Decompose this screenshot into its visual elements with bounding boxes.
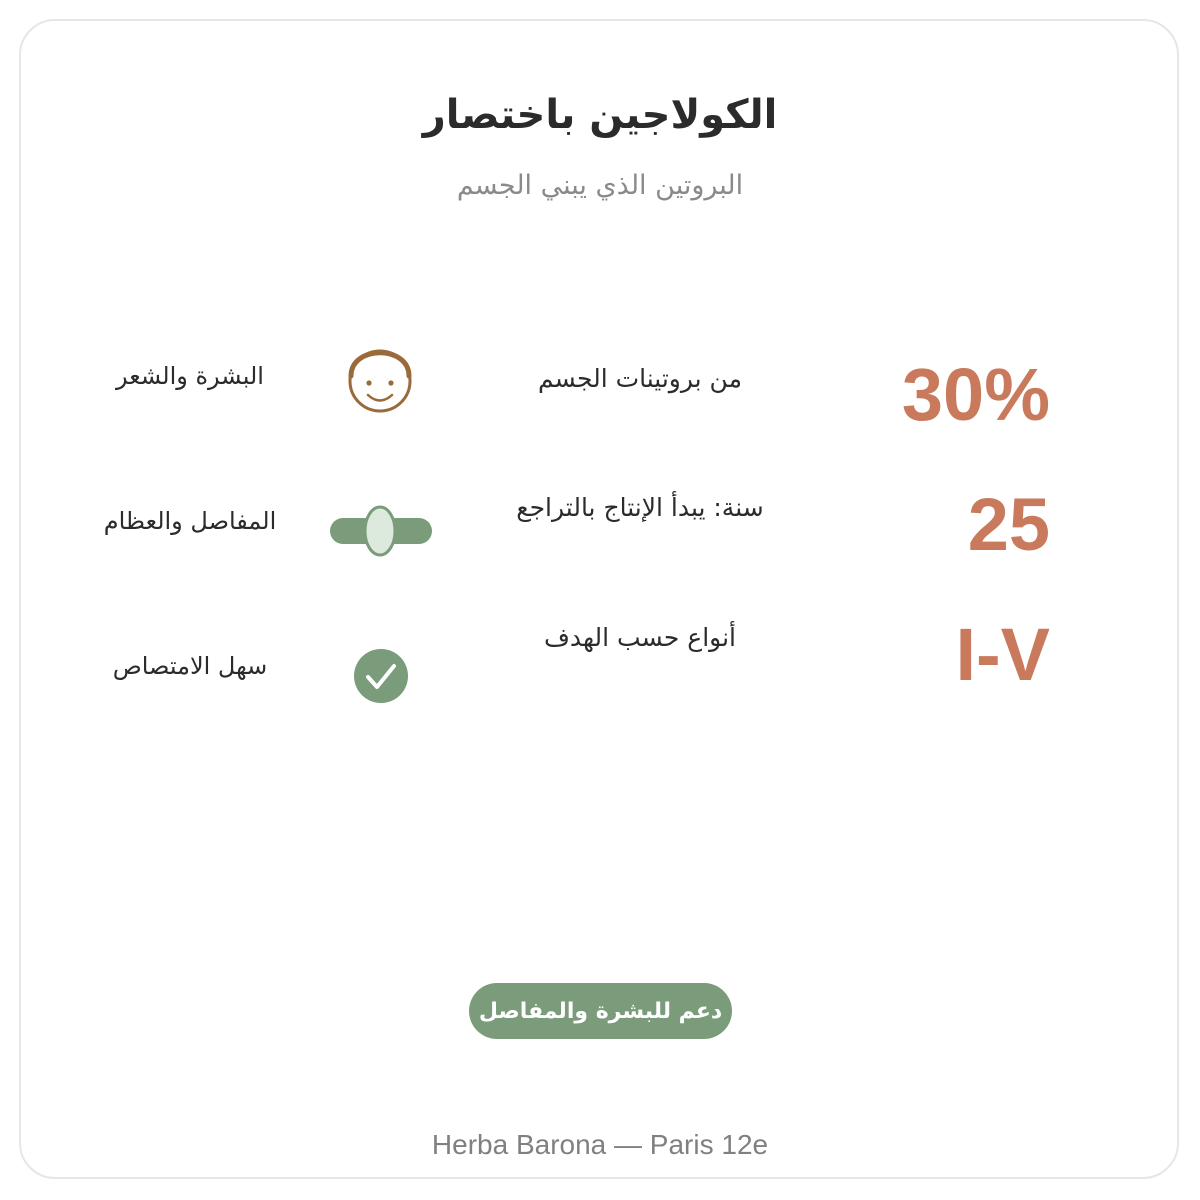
page-title: الكولاجين باختصار (422, 92, 778, 138)
feature-label-skin-hair: البشرة والشعر (116, 362, 264, 390)
stat-value-protein-share: 30% (901, 353, 1050, 436)
page-subtitle: البروتين الذي يبني الجسم (456, 170, 744, 201)
stat-label-decline-age: سنة: يبدأ الإنتاج بالتراجع (516, 493, 764, 522)
stat-value-decline-age: 25 (967, 483, 1050, 566)
footer-brand: Herba Barona — Paris 12e (431, 1129, 769, 1160)
stat-label-protein-share: من بروتينات الجسم (538, 364, 742, 393)
joint-icon (328, 503, 434, 559)
stat-label-types: أنواع حسب الهدف (543, 623, 736, 652)
support-skin-joints-button[interactable]: دعم للبشرة والمفاصل (469, 983, 732, 1039)
check-icon (352, 647, 410, 705)
feature-label-joints-bones: المفاصل والعظام (103, 507, 277, 535)
feature-label-easy-absorption: سهل الامتصاص (112, 652, 268, 680)
stat-value-types: I-V (955, 613, 1050, 696)
face-icon (345, 340, 415, 420)
